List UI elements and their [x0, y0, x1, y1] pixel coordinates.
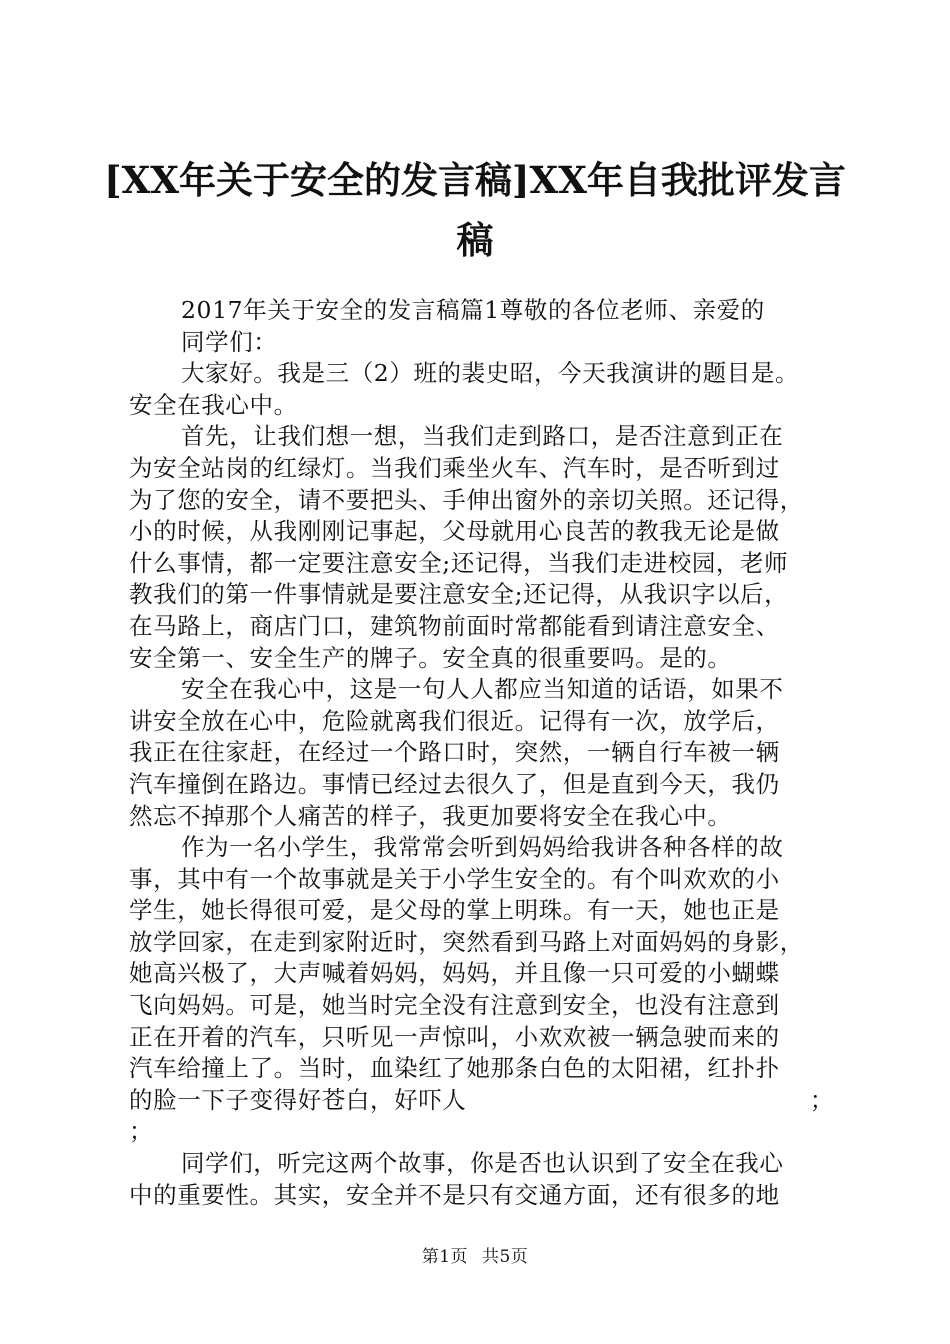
body-line: 放学回家，在走到家附近时，突然看到马路上对面妈妈的身影， [129, 927, 804, 956]
page-number: 第1页 [421, 1247, 469, 1267]
document-body [129, 295, 834, 1211]
body-line: 安全第一、安全生产的牌子。安全真的很重要吗。是的。 [129, 643, 732, 672]
body-line: 汽车给撞上了。当时，血染红了她那条白色的太阳裙，红扑扑 [129, 1054, 780, 1083]
body-line: 我正在往家赶，在经过一个路口时，突然，一辆自行车被一辆 [129, 738, 780, 767]
body-line: 作为一名小学生，我常常会听到妈妈给我讲各种各样的故 [181, 833, 784, 862]
body-line-text: 的脸一下子变得好苍白，好吓人 [129, 1085, 467, 1114]
body-line: 她高兴极了，大声喊着妈妈，妈妈，并且像一只可爱的小蝴蝶 [129, 959, 780, 988]
body-line: 安全在我心中，这是一句人人都应当知道的话语，如果不 [181, 675, 784, 704]
document-title [100, 150, 850, 270]
title-line-1: [XX年关于安全的发言稿]XX年自我批评发言 [104, 158, 846, 202]
body-line: 然忘不掉那个人痛苦的样子，我更加要将安全在我心中。 [129, 801, 732, 830]
body-line: 中的重要性。其实，安全并不是只有交通方面，还有很多的地 [129, 1180, 780, 1209]
body-line: 飞向妈妈。可是，她当时完全没有注意到安全，也没有注意到 [129, 991, 780, 1020]
title-line-2: 稿 [456, 218, 494, 262]
body-line-trail: ； [809, 1085, 834, 1114]
body-line [129, 1085, 834, 1117]
page-total: 共5页 [481, 1247, 529, 1267]
body-line: 在马路上，商店门口，建筑物前面时常都能看到请注意安全、 [129, 611, 780, 640]
body-line: 什么事情，都一定要注意安全;还记得，当我们走进校园，老师 [129, 548, 789, 577]
body-line: 安全在我心中。 [129, 390, 298, 419]
body-line: ； [129, 1117, 154, 1146]
body-line: 为安全站岗的红绿灯。当我们乘坐火车、汽车时，是否听到过 [129, 453, 780, 482]
body-line: 同学们： [181, 327, 278, 356]
body-line: 2017年关于安全的发言稿篇1尊敬的各位老师、亲爱的 [181, 296, 765, 324]
body-line: 正在开着的汽车，只听见一声惊叫，小欢欢被一辆急驶而来的 [129, 1022, 780, 1051]
body-line: 为了您的安全，请不要把头、手伸出窗外的亲切关照。还记得， [129, 485, 804, 514]
body-line: 汽车撞倒在路边。事情已经过去很久了，但是直到今天，我仍 [129, 769, 780, 798]
body-line: 小的时候，从我刚刚记事起，父母就用心良苦的教我无论是做 [129, 517, 780, 546]
body-line: 首先，让我们想一想，当我们走到路口，是否注意到正在 [181, 422, 784, 451]
body-line: 同学们，听完这两个故事，你是否也认识到了安全在我心 [181, 1149, 784, 1178]
body-line: 大家好。我是三（2）班的裴史昭，今天我演讲的题目是。 [181, 359, 800, 388]
body-line: 教我们的第一件事情就是要注意安全;还记得，从我识字以后， [129, 580, 789, 609]
page-footer [0, 1242, 950, 1267]
body-line: 事，其中有一个故事就是关于小学生安全的。有个叫欢欢的小 [129, 864, 780, 893]
body-line: 讲安全放在心中，危险就离我们很近。记得有一次，放学后， [129, 706, 780, 735]
body-line: 学生，她长得很可爱，是父母的掌上明珠。有一天，她也正是 [129, 896, 780, 925]
